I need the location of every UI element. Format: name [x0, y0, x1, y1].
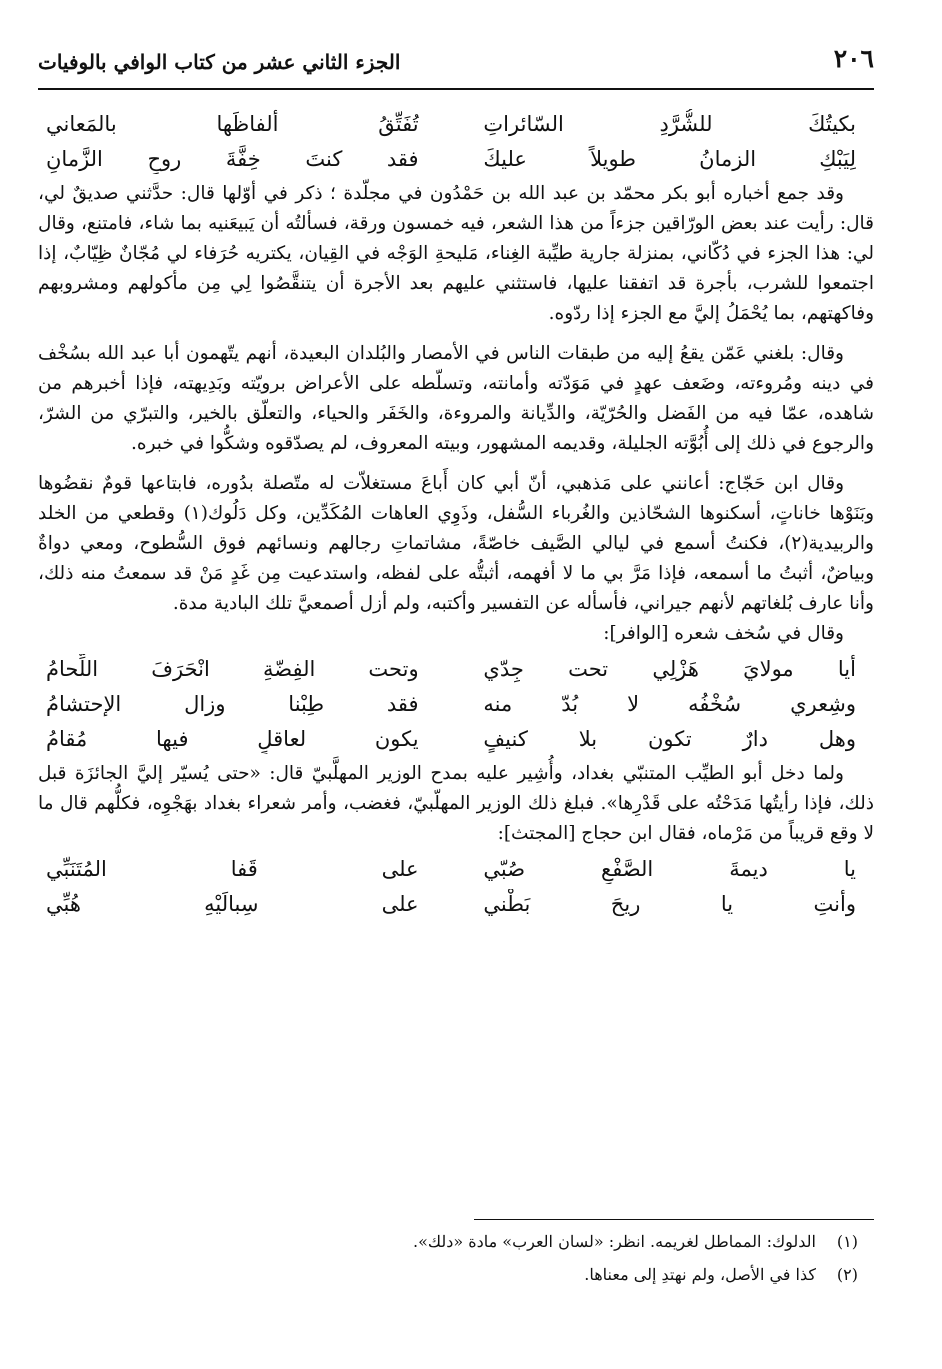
verse-second-hemistich: فقد طِبْنا وزال الإحتشامُ [46, 692, 419, 716]
footnote-number: (١) [836, 1232, 858, 1251]
footnote-text: كذا في الأصل، ولم نهتدِ إلى معناها. [584, 1265, 816, 1284]
verse-second-hemistich: يكون لعاقلٍ فيها مُقامُ [46, 727, 419, 751]
verse-line [46, 854, 856, 884]
footnotes [38, 1232, 874, 1298]
verse-first-hemistich: يا ديمةَ الصَّفْعِ صُبّي [483, 857, 856, 881]
verse-second-hemistich: على قَفا المُتَنَبِّي [46, 857, 419, 881]
verse-second-hemistich: وتحت الفِضّةِ انْحَرَفَ اللِّحامُ [46, 657, 419, 681]
running-title: الجزء الثاني عشر من كتاب الوافي بالوفيات [38, 50, 401, 74]
verse-second-hemistich: فقد كنتَ خِفَّةَ روحِ الزَّمانِ [46, 147, 419, 171]
verse-line [46, 889, 856, 919]
footnote-divider [474, 1219, 874, 1220]
verse-first-hemistich: لِيَبْكِ الزمانُ طويلاً عليكَ [483, 147, 856, 171]
verse-first-hemistich: وأنتِ يا ريحَ بَطْني [483, 892, 856, 916]
verse-first-hemistich: وهل دارٌ تكون بلا كنيفٍ [483, 727, 856, 751]
verse-second-hemistich: تُفَتِّقُ ألفاظَها بالمَعاني [46, 112, 419, 136]
verse-line [46, 144, 856, 174]
paragraph: وقد جمع أخباره أبو بكر محمّد بن عبد الله بن حَمْدُون في مجلّدة ؛ ذكر في أوّلها قال: حدَّثني صديقٌ لي، قال: رأيت عند بعض الورّاقين جزءاً من هذا الشعر، فيه خمسون ورقة، فسألتُه أن يَبيعَنيه بما شاء، فامتنع، وقال لي: هذا الجزء في دُكّاني، بمنزلة جارية طيِّبة الغِناء، مَليحةِ الوَجْه في القِيان، يكتريه حُرَفاء لي مُجّانٌ ظِيّابٌ، إذا اجتمعوا للشرب، بأجرة قد اتفقنا عليها، فاستثني عليهم بعد الأجرة أن يتنقَّصُوا لِي مِن مأكولهم ومشروبهم وفاكهتهم، بما يُحْمَلُ إليَّ مع الجزء إذا ردّوه. [38, 183, 874, 324]
page-header [38, 42, 874, 90]
footnote [38, 1265, 874, 1284]
paragraph: ولما دخل أبو الطيِّب المتنبّي بغداد، وأُشِير عليه بمدح الوزير المهلَّبيّ قال: «حتى يُسيّر إليَّ الجائزَة قبل ذلك، فإذا رأيتُها مَدَحْتُه على قَدْرِها». فبلغ ذلك الوزير المهلّبيّ، فغضب، وأمر شعراء بغداد بهَجْوِه، فكلُّهم قال ما لا وقع قريباً من مَرْماه، فقال ابن حجاج [المجتث]: [38, 763, 874, 844]
verse-line [46, 109, 856, 139]
paragraph: وقال: بلغني عَمّن يقعُ إليه من طبقات الناس في الأمصار والبُلدان البعيدة، أنهم يتّهمون أبا عبد الله بسُخْف في دينه ومُروءته، وضَعف عهدٍ في مَوَدّته وأمانته، وتسلّطه على الأعراض برويّته وبَدِيهته، فإذا أخبرهم من شاهده، عمّا فيه من الفَضل والحُرّيّة، والدِّيانة والمروءة، والخَفَر والحياء، والتعلّق بالخير، والتبرّي من الشرّ، والرجوع في ذلك إلى أُبُوَّته الجليلة، وقديمه المشهور، وبيته المعروف، لم يصدّقوه وشكُّوا في خبره. [38, 343, 874, 454]
verse-second-hemistich: على سِبالَيْهِ هُبِّي [46, 892, 419, 916]
verse-first-hemistich: بكيتُكَ للشُّرَّدِ السّائراتِ [483, 112, 856, 136]
footnote-text: الدلوك: المماطل لغريمه. انظر: «لسان العرب» مادة «دلك». [413, 1232, 816, 1251]
verse-intro: وقال في سُخف شعره [الوافر]: [603, 623, 844, 644]
footnote-number: (٢) [836, 1265, 858, 1284]
paragraph: وقال ابن حَجّاج: أعانني على مَذهبي، أنّ أبي كان أَباعَ مستغلاّت له متّصلة بدُوره، فابتاعها قومٌ نقضُوها وبَنَوْها خاناتٍ، أسكنوها الشحّاذين والغُرباء السُّفل، وذَوِي العاهات المُكَدِّين، وكل دَلُوك(١) وقطعي من الخلد والربيدية(٢)، فكنتُ أسمع في ليالي الصَّيف خاصّةً، مشاتماتِ رجالهم ونسائهم فوق السُّطوح، ومعي دواةٌ وبياضٌ، أثبتُ ما أسمعه، فإذا مَرَّ بي ما لا أفهمه، أثبتُّه على لفظه، واستدعيت مِن غَدٍ مَنْ قد سمعتُ منه ذلك، وأنا عارف بُلغاتهم لأنهم جيراني، فأسأله عن التفسير وأكتبه، ولم أزل أصمعيَّ تلك البادية مدة. [38, 473, 874, 614]
verse-line [46, 689, 856, 719]
verse-line [46, 724, 856, 754]
main-text [38, 104, 874, 924]
page-number: ٢٠٦ [833, 44, 874, 73]
verse-first-hemistich: أيا مولايَ هَزْلِي تحت جِدّي [483, 657, 856, 681]
footnote [38, 1232, 874, 1251]
verse-line [46, 654, 856, 684]
verse-first-hemistich: وشِعري سُخْفُه لا بُدّ منه [483, 692, 856, 716]
